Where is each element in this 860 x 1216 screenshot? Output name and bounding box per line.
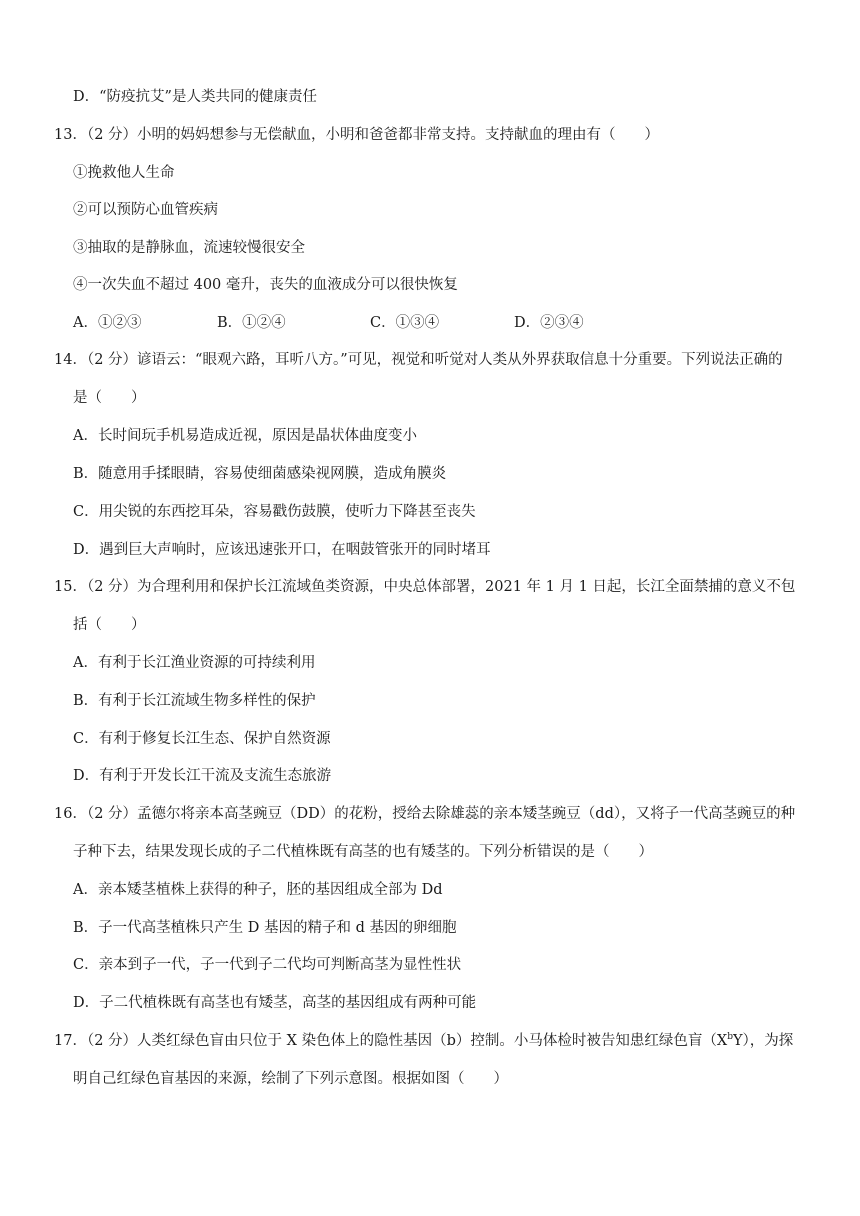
- q13-option-b: B．①②④: [217, 315, 286, 331]
- q15-option-a: A．有利于长江渔业资源的可持续利用: [73, 655, 316, 671]
- q14-stem-line-2: 是（ ）: [73, 390, 146, 406]
- q13-item-3: ③抽取的是静脉血，流速较慢很安全: [73, 240, 305, 256]
- q17-stem-text-b: Y），为探: [732, 1033, 794, 1049]
- q13-option-a: A．①②③: [73, 315, 142, 331]
- q13-option-c: C．①③④: [370, 315, 440, 331]
- q13-item-1: ①挽救他人生命: [73, 165, 175, 181]
- q14-option-d: D．遇到巨大声响时，应该迅速张开口，在咽鼓管张开的同时堵耳: [73, 542, 491, 558]
- q15-option-b: B．有利于长江流域生物多样性的保护: [73, 693, 316, 709]
- q17-stem-line-1: [54, 1031, 793, 1051]
- q13-item-4: ④一次失血不超过 400 毫升，丧失的血液成分可以很快恢复: [73, 277, 458, 293]
- q13-item-2: ②可以预防心血管疾病: [73, 202, 218, 218]
- q16-option-c: C．亲本到子一代，子一代到子二代均可判断高茎为显性性状: [73, 957, 462, 973]
- q15-option-c: C．有利于修复长江生态、保护自然资源: [73, 731, 331, 747]
- q12-option-d: D．“防疫抗艾”是人类共同的健康责任: [73, 89, 317, 105]
- q15-option-d: D．有利于开发长江干流及支流生态旅游: [73, 768, 332, 784]
- q17-stem-line-2: 明自己红绿色盲基因的来源，绘制了下列示意图。根据如图（ ）: [73, 1071, 508, 1087]
- q15-stem-line-1: 15．（2 分）为合理利用和保护长江流域鱼类资源，中央总体部署，2021 年 1 月 1 日起，长江全面禁捕的意义不包: [54, 579, 796, 595]
- q14-option-c: C．用尖锐的东西挖耳朵，容易戳伤鼓膜，使听力下降甚至丧失: [73, 504, 476, 520]
- q16-stem-line-1: 16．（2 分）孟德尔将亲本高茎豌豆（DD）的花粉，授给去除雄蕊的亲本矮茎豌豆（dd），又将子一代高茎豌豆的种: [54, 806, 796, 822]
- q16-stem-line-2: 子种下去，结果发现长成的子二代植株既有高茎的也有矮茎的。下列分析错误的是（ ）: [73, 844, 653, 860]
- q13-option-d: D．②③④: [514, 315, 584, 331]
- q14-option-a: A．长时间玩手机易造成近视，原因是晶状体曲度变小: [73, 428, 417, 444]
- q16-option-b: B．子一代高茎植株只产生 D 基因的精子和 d 基因的卵细胞: [73, 920, 457, 936]
- q17-stem-text-a: 17．（2 分）人类红绿色盲由只位于 X 染色体上的隐性基因（b）控制。小马体检时被告知患红绿色盲（X: [54, 1033, 728, 1049]
- q14-option-b: B．随意用手揉眼睛，容易使细菌感染视网膜，造成角膜炎: [73, 466, 447, 482]
- q13-stem: 13．（2 分）小明的妈妈想参与无偿献血，小明和爸爸都非常支持。支持献血的理由有（ ）: [54, 127, 660, 143]
- q16-option-a: A．亲本矮茎植株上获得的种子，胚的基因组成全部为 Dd: [73, 882, 443, 898]
- q17-superscript: b: [727, 1032, 733, 1043]
- q15-stem-line-2: 括（ ）: [73, 617, 146, 633]
- q14-stem-line-1: 14．（2 分）谚语云：“眼观六路，耳听八方。”可见，视觉和听觉对人类从外界获取信息十分重要。下列说法正确的: [54, 352, 783, 368]
- q16-option-d: D．子二代植株既有高茎也有矮茎，高茎的基因组成有两种可能: [73, 995, 477, 1011]
